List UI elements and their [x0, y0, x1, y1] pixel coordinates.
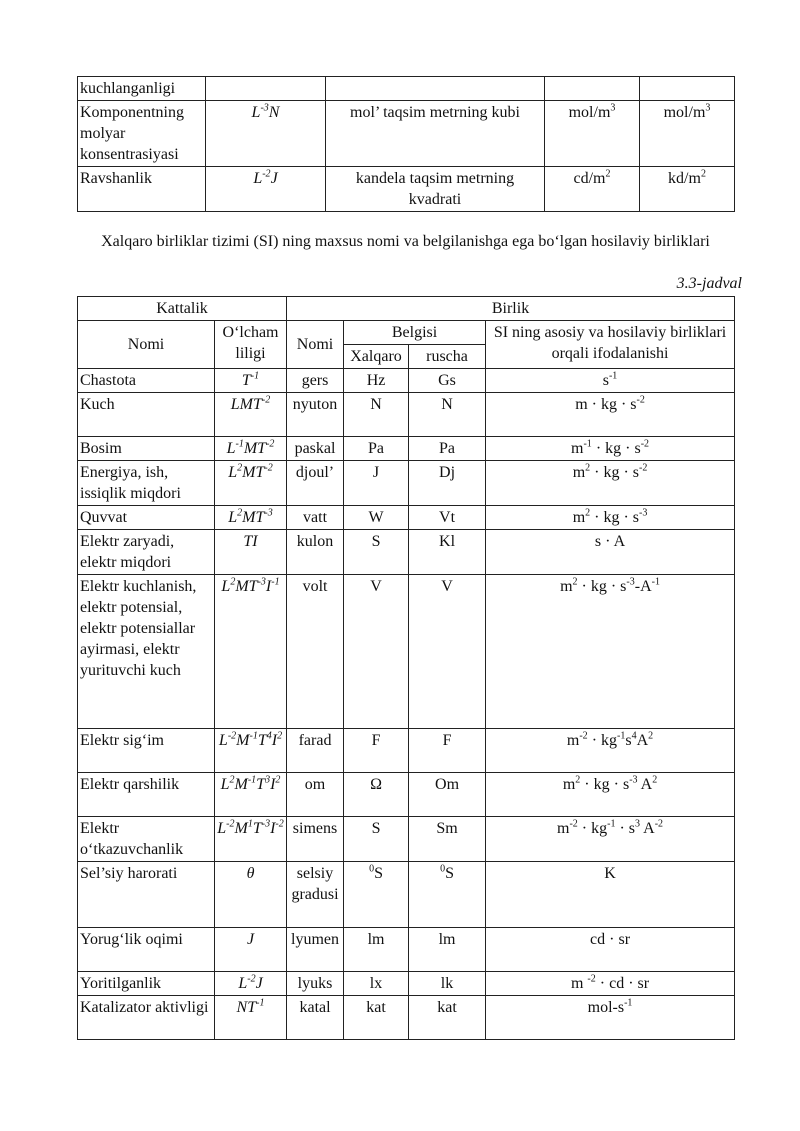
quantity-name-cell: Komponentning molyar konsentrasiyasi	[78, 101, 206, 167]
quantity-name-cell: Yoritilganlik	[78, 972, 215, 996]
intl-symbol-cell	[545, 77, 640, 101]
header-xalqaro: Xalqaro	[344, 345, 409, 369]
table-row	[78, 437, 735, 461]
russian-symbol-cell: Kl	[409, 530, 486, 575]
si-expression-cell: $m^2$ · kg · $s^{-2}$	[486, 461, 735, 506]
russian-symbol-cell: Dj	[409, 461, 486, 506]
si-expression-cell: $s^{-1}$	[486, 369, 735, 393]
table-row	[78, 928, 735, 972]
quantity-name-cell: Ravshanlik	[78, 167, 206, 212]
table-row	[78, 101, 735, 167]
russian-symbol-cell: kat	[409, 996, 486, 1040]
header-unit-nomi: Nomi	[287, 321, 344, 369]
unit-name-cell: vatt	[287, 506, 344, 530]
si-expression-cell: $m^{-2} \cdot kg^{-1} \cdot s^3$ $A^{-2}$	[486, 817, 735, 862]
intl-symbol-cell: N	[344, 393, 409, 437]
table-row	[78, 167, 735, 212]
intl-symbol-cell: $^0$S	[344, 862, 409, 928]
quantity-name-cell: Sel’siy harorati	[78, 862, 215, 928]
unit-name-cell: lyumen	[287, 928, 344, 972]
si-expression-cell: mol-$s^{-1}$	[486, 996, 735, 1040]
intl-symbol-cell: lx	[344, 972, 409, 996]
dimension-cell: $T^{-1}$	[215, 369, 287, 393]
unit-name-cell	[326, 77, 545, 101]
quantity-name-cell: Quvvat	[78, 506, 215, 530]
table-row	[78, 461, 735, 506]
russian-symbol-cell: $kd/m^2$	[640, 167, 735, 212]
dimension-cell: J	[215, 928, 287, 972]
intl-symbol-cell: Hz	[344, 369, 409, 393]
unit-name-cell: lyuks	[287, 972, 344, 996]
russian-symbol-cell: Sm	[409, 817, 486, 862]
russian-symbol-cell: mol/$m^3$	[640, 101, 735, 167]
unit-name-cell: selsiy gradusi	[287, 862, 344, 928]
si-expression-cell: $m^2$ · kg · $s^{-3}-A^{-1}$	[486, 575, 735, 729]
table-row	[78, 530, 735, 575]
unit-name-cell: kandela taqsim metrning kvadrati	[326, 167, 545, 212]
russian-symbol-cell: Pa	[409, 437, 486, 461]
quantity-name-cell: Elektr zaryadi, elektr miqdori	[78, 530, 215, 575]
header-nomi: Nomi	[78, 321, 215, 369]
intl-symbol-cell: Pa	[344, 437, 409, 461]
table-row	[78, 506, 735, 530]
header-olcham: O‘lcham liligi	[215, 321, 287, 369]
table-row	[78, 729, 735, 773]
russian-symbol-cell: V	[409, 575, 486, 729]
header-belgisi: Belgisi	[344, 321, 486, 345]
intl-symbol-cell: S	[344, 817, 409, 862]
intl-symbol-cell: mol/$m^3$	[545, 101, 640, 167]
si-expression-cell: $m^{-1}$ · kg · $s^{-2}$	[486, 437, 735, 461]
russian-symbol-cell: Om	[409, 773, 486, 817]
table-row	[78, 972, 735, 996]
units-table-continued	[77, 76, 735, 212]
russian-symbol-cell	[640, 77, 735, 101]
si-expression-cell: s · A	[486, 530, 735, 575]
unit-name-cell: djoul’	[287, 461, 344, 506]
unit-name-cell: kulon	[287, 530, 344, 575]
quantity-name-cell: kuchlanganligi	[78, 77, 206, 101]
unit-name-cell: nyuton	[287, 393, 344, 437]
si-expression-cell: K	[486, 862, 735, 928]
dimension-cell: $L^{-2}M^{-1}T^4I^2$	[215, 729, 287, 773]
si-expression-cell: m · kg · $s^{-2}$	[486, 393, 735, 437]
russian-symbol-cell: Gs	[409, 369, 486, 393]
dimension-cell	[206, 77, 326, 101]
quantity-name-cell: Elektr qarshilik	[78, 773, 215, 817]
dimension-cell: $L^{-3}N$	[206, 101, 326, 167]
russian-symbol-cell: F	[409, 729, 486, 773]
quantity-name-cell: Chastota	[78, 369, 215, 393]
intl-symbol-cell: $cd/m^2$	[545, 167, 640, 212]
intl-symbol-cell: J	[344, 461, 409, 506]
header-birlik: Birlik	[287, 297, 735, 321]
intl-symbol-cell: kat	[344, 996, 409, 1040]
unit-name-cell: paskal	[287, 437, 344, 461]
si-expression-cell: m $^{-2}$ · cd · sr	[486, 972, 735, 996]
dimension-cell: TI	[215, 530, 287, 575]
dimension-cell: $L^2MT^{-2}$	[215, 461, 287, 506]
russian-symbol-cell: lk	[409, 972, 486, 996]
table-row	[78, 862, 735, 928]
quantity-name-cell: Katalizator aktivligi	[78, 996, 215, 1040]
dimension-cell: $LMT^{-2}$	[215, 393, 287, 437]
intl-symbol-cell: F	[344, 729, 409, 773]
table-row	[78, 369, 735, 393]
dimension-cell: $L^2MT^{-3}$	[215, 506, 287, 530]
unit-name-cell: volt	[287, 575, 344, 729]
intl-symbol-cell: Ω	[344, 773, 409, 817]
russian-symbol-cell: lm	[409, 928, 486, 972]
intl-symbol-cell: S	[344, 530, 409, 575]
si-expression-cell: $m^{-2} \cdot kg^{-1}s^4A^2$	[486, 729, 735, 773]
header-si-expression: SI ning asosiy va hosilaviy birliklari orqali ifodalanishi	[486, 321, 735, 369]
intl-symbol-cell: lm	[344, 928, 409, 972]
table-row	[78, 393, 735, 437]
header-kattalik: Kattalik	[78, 297, 287, 321]
unit-name-cell: farad	[287, 729, 344, 773]
intl-symbol-cell: V	[344, 575, 409, 729]
quantity-name-cell: Elektr o‘tkazuvchanlik	[78, 817, 215, 862]
dimension-cell: θ	[215, 862, 287, 928]
table-row	[78, 773, 735, 817]
header-ruscha: ruscha	[409, 345, 486, 369]
intl-symbol-cell: W	[344, 506, 409, 530]
si-derived-units-table	[77, 296, 735, 1040]
dimension-cell: $L^{-2}M^1T^{-3}I^{-2}$	[215, 817, 287, 862]
table-caption: Xalqaro birliklar tizimi (SI) ning maxsus nomi va belgilanishga ega bo‘lgan hosilaviy birliklari	[101, 233, 710, 250]
dimension-cell: $L^{-1}MT^{-2}$	[215, 437, 287, 461]
unit-name-cell: katal	[287, 996, 344, 1040]
unit-name-cell: om	[287, 773, 344, 817]
table-number: 3.3-jadval	[676, 275, 742, 292]
table-row	[78, 996, 735, 1040]
table-row	[78, 575, 735, 729]
dimension-cell: $L^{-2}J$	[206, 167, 326, 212]
dimension-cell: $NT^{-1}$	[215, 996, 287, 1040]
unit-name-cell: gers	[287, 369, 344, 393]
quantity-name-cell: Yorug‘lik oqimi	[78, 928, 215, 972]
dimension-cell: $L^2M^{-1}T^3I^2$	[215, 773, 287, 817]
quantity-name-cell: Elektr sig‘im	[78, 729, 215, 773]
si-expression-cell: cd · sr	[486, 928, 735, 972]
quantity-name-cell: Elektr kuchlanish, elektr potensial, elektr potensiallar ayirmasi, elektr yurituvchi kuch	[78, 575, 215, 729]
si-expression-cell: $m^2$ · kg · $s^{-3}$	[486, 506, 735, 530]
quantity-name-cell: Kuch	[78, 393, 215, 437]
quantity-name-cell: Bosim	[78, 437, 215, 461]
unit-name-cell: simens	[287, 817, 344, 862]
table-row	[78, 77, 735, 101]
russian-symbol-cell: N	[409, 393, 486, 437]
table-row	[78, 817, 735, 862]
unit-name-cell: mol’ taqsim metrning kubi	[326, 101, 545, 167]
quantity-name-cell: Energiya, ish, issiqlik miqdori	[78, 461, 215, 506]
dimension-cell: $L^{-2}J$	[215, 972, 287, 996]
dimension-cell: $L^2MT^{-3}I^{-1}$	[215, 575, 287, 729]
russian-symbol-cell: $^0$S	[409, 862, 486, 928]
russian-symbol-cell: Vt	[409, 506, 486, 530]
si-expression-cell: $m^2$ · kg · $s^{-3}$ $A^2$	[486, 773, 735, 817]
